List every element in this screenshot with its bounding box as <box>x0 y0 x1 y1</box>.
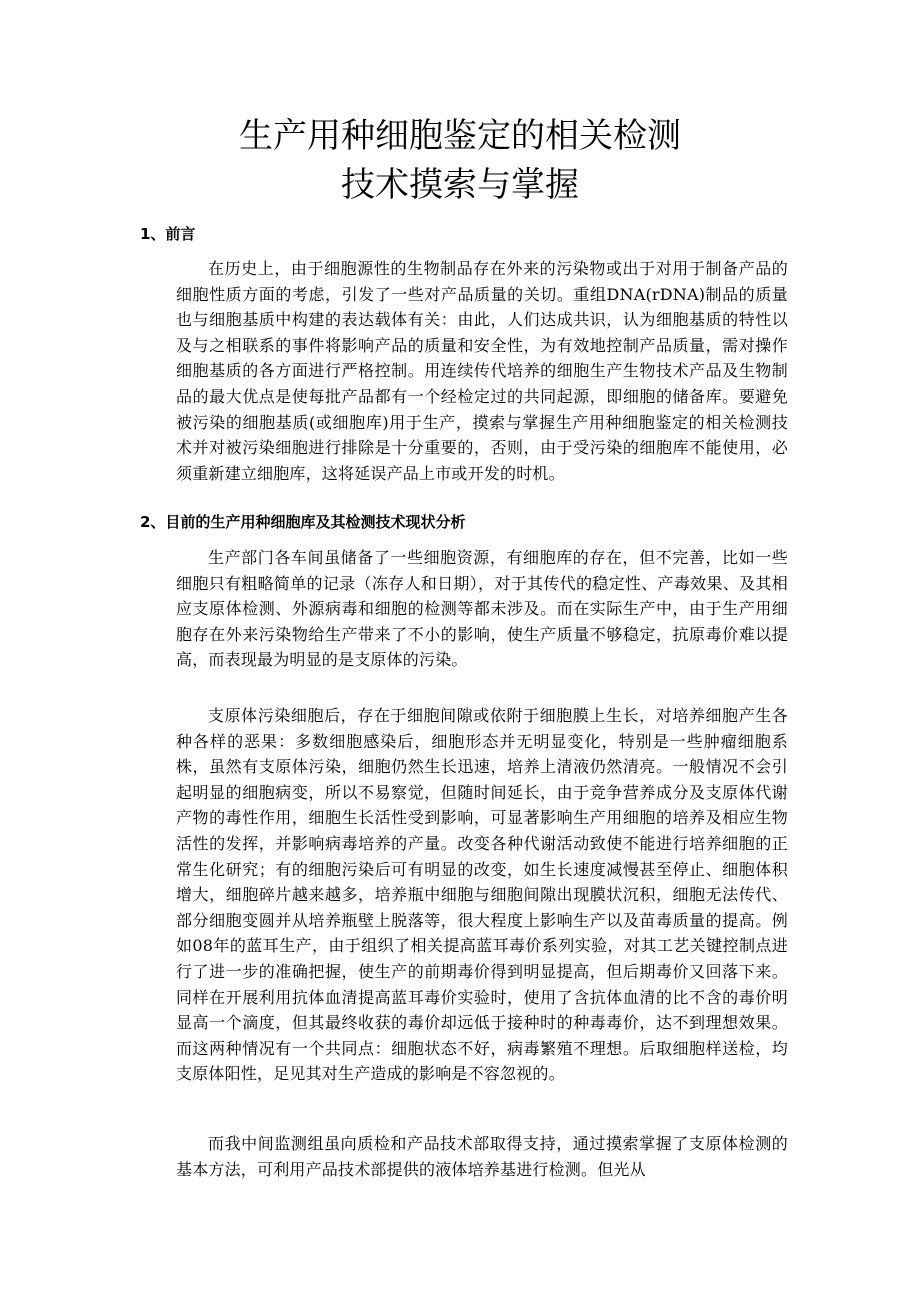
status-paragraph-1: 生产部门各车间虽储备了一些细胞资源，有细胞库的存在，但不完善，比如一些细胞只有粗略简单的记录（冻存人和日期），对于其传代的稳定性、产毒效果、及其相应支原体检测、外源病毒和细胞的检测等都未涉及。而在实际生产中，由于生产用细胞存在外来污染物给生产带来了不小的影响，使生产质量不够稳定，抗原毒价难以提高，而表现最为明显的是支原体的污染。 <box>176 548 788 670</box>
document-title-line-1: 生产用种细胞鉴定的相关检测 <box>239 116 681 156</box>
section-heading-current-status: 2、目前的生产用种细胞库及其检测技术现状分析 <box>140 513 466 531</box>
status-paragraph-3: 而我中间监测组虽向质检和产品技术部取得支持，通过摸索掌握了支原体检测的基本方法，可利用产品技术部提供的液体培养基进行检测。但光从 <box>176 1134 788 1179</box>
section-heading-preface: 1、前言 <box>140 225 196 243</box>
status-paragraph-2: 支原体污染细胞后，存在于细胞间隙或依附于细胞膜上生长，对培养细胞产生各种各样的恶果：多数细胞感染后，细胞形态并无明显变化，特别是一些肿瘤细胞系株，虽然有支原体污染，细胞仍然生长迅速，培养上清液仍然清亮。一般情况不会引起明显的细胞病变，所以不易察觉，但随时间延长，由于竞争营养成分及支原体代谢产物的毒性作用，细胞生长活性受到影响，可显著影响生产用细胞的培养及相应生物活性的发挥，并影响病毒培养的产量。改变各种代谢活动致使不能进行培养细胞的正常生化研究；有的细胞污染后可有明显的改变，如生长速度减慢甚至停止、细胞体积增大，细胞碎片越来越多，培养瓶中细胞与细胞间隙出现膜状沉积，细胞无法传代、部分细胞变圆并从培养瓶壁上脱落等，很大程度上影响生产以及苗毒质量的提高。例如08年的蓝耳生产，由于组织了相关提高蓝耳毒价系列实验，对其工艺关键控制点进行了进一步的准确把握，使生产的前期毒价得到明显提高，但后期毒价又回落下来。同样在开展利用抗体血清提高蓝耳毒价实验时，使用了含抗体血清的比不含的毒价明显高一个滴度，但其最终收获的毒价却远低于接种时的种毒毒价，达不到理想效果。而这两种情况有一个共同点：细胞状态不好，病毒繁殖不理想。后取细胞样送检，均支原体阳性，足见其对生产造成的影响是不容忽视的。 <box>176 706 788 1084</box>
preface-paragraph: 在历史上，由于细胞源性的生物制品存在外来的污染物或出于对用于制备产品的细胞性质方面的考虑，引发了一些对产品质量的关切。重组DNA(rDNA)制品的质量也与细胞基质中构建的表达载体有关：由此，人们达成共识，认为细胞基质的特性以及与之相联系的事件将影响产品的质量和安全性，为有效地控制产品质量，需对操作细胞基质的各方面进行严格控制。用连续传代培养的细胞生产生物技术产品及生物制品的最大优点是使每批产品都有一个经检定过的共同起源，即细胞的储备库。要避免被污染的细胞基质(或细胞库)用于生产，摸索与掌握生产用种细胞鉴定的相关检测技术并对被污染细胞进行排除是十分重要的，否则，由于受污染的细胞库不能使用，必须重新建立细胞库，这将延误产品上市或开发的时机。 <box>176 259 788 483</box>
document-title-line-2: 技术摸索与掌握 <box>341 165 579 205</box>
